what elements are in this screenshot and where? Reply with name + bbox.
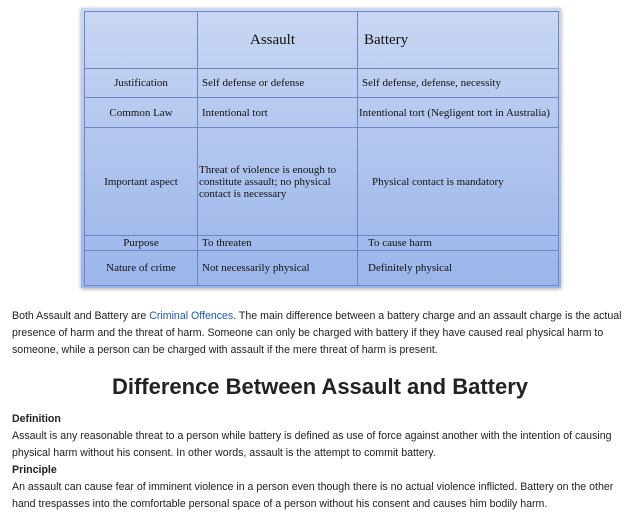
battery-cell: Self defense, defense, necessity (358, 69, 559, 98)
assault-cell: Self defense or defense (198, 69, 358, 98)
table-header-row (85, 12, 559, 69)
intro-text-end: . The main difference between a battery charge and an assault charge is the actual presence of harm and the threat of harm. Someone can only be charged with battery if they have caused real physical harm to someone, while a person can be charged with assault if the mere threat of harm is present. (12, 310, 622, 356)
header-cell-assault: Assault (198, 12, 358, 69)
assault-cell: Intentional tort (198, 98, 358, 128)
principle-text: An assault can cause fear of imminent violence in a person even though there is no actual violence inflicted. Battery on the other hand trespasses into the comfortable personal space of a person without his consent and causes him bodily harm. (12, 481, 614, 510)
table-row (85, 251, 559, 286)
row-label: Nature of crime (85, 251, 198, 286)
intro-paragraph (12, 308, 632, 359)
row-label: Important aspect (85, 128, 198, 236)
assault-cell: To threaten (198, 236, 358, 251)
assault-cell: Not necessarily physical (198, 251, 358, 286)
battery-cell: Physical contact is mandatory (358, 128, 559, 236)
table-row (85, 128, 559, 236)
table-row (85, 236, 559, 251)
criminal-offences-link[interactable]: Criminal Offences (149, 310, 234, 322)
section-heading: Difference Between Assault and Battery (111, 374, 529, 399)
principle-title: Principle (12, 464, 57, 476)
header-cell-battery: Battery (358, 12, 559, 69)
assault-cell: Threat of violence is enough to constitute assault; no physical contact is necessary (198, 128, 358, 236)
table-row (85, 98, 559, 128)
row-label: Common Law (85, 98, 198, 128)
battery-cell: To cause harm (358, 236, 559, 251)
definition-text: Assault is any reasonable threat to a person while battery is defined as use of force against another with the intention of causing physical harm without his consent. In other words, assault is the attempt to commit battery. (12, 430, 612, 459)
table-row (85, 69, 559, 98)
comparison-table-image (81, 8, 561, 288)
battery-cell: Definitely physical (358, 251, 559, 286)
definition-title: Definition (12, 413, 61, 425)
comparison-table (84, 11, 559, 286)
row-label: Justification (85, 69, 198, 98)
intro-text-start: Both Assault and Battery are (12, 310, 150, 322)
battery-cell: Intentional tort (Negligent tort in Australia) (358, 98, 559, 128)
header-cell-empty (85, 12, 198, 69)
row-label: Purpose (85, 236, 198, 251)
